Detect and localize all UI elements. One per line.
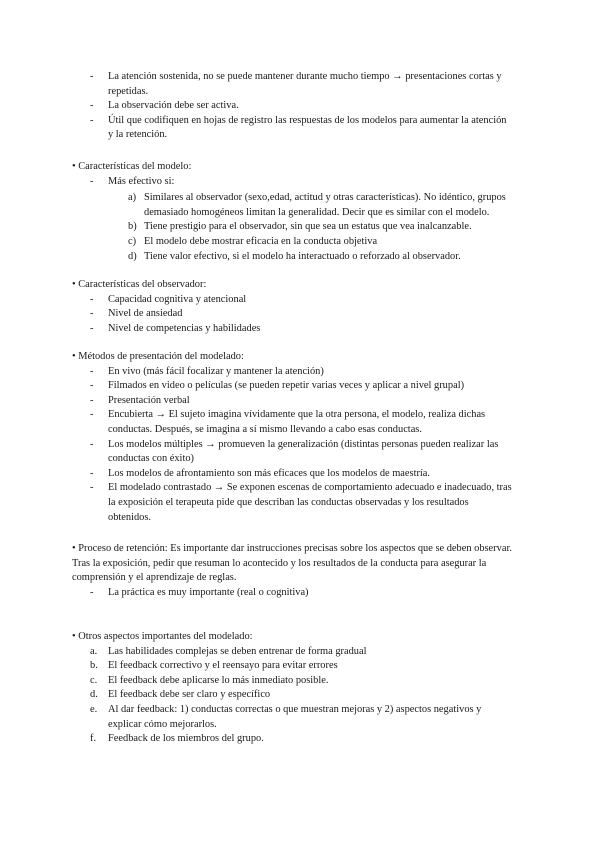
dash-marker: - xyxy=(90,71,94,82)
list-item xyxy=(72,70,512,99)
list-item: c. El feedback debe aplicarse lo más inmediato posible. xyxy=(90,674,329,686)
list-item xyxy=(72,175,512,190)
list-item: c) El modelo debe mostrar eficacia en la conducta objetiva xyxy=(128,235,378,247)
list-item: f. Feedback de los miembros del grupo. xyxy=(90,733,264,745)
dash-marker: - xyxy=(90,114,94,126)
list-item: - Encubierta → El sujeto imagina vívidamente que la otra persona, el modelo, realiza dichas conductas. Después, se imagina a sí mismo llevando a cabo esas conductas. xyxy=(90,409,486,435)
list-item-text: Más efectivo si: xyxy=(108,175,175,187)
list-item: - Presentación verbal xyxy=(90,394,190,406)
list-item-text: Útil que codifiquen en hojas de registro las respuestas de los modelos para aumentar la atención y la retención. xyxy=(108,114,507,141)
list-item: b) Tiene prestigio para el observador, sin que sea un estatus que vea inalcanzable. xyxy=(128,221,472,233)
observer-section xyxy=(72,278,512,336)
list-item-text: La atención sostenida, no se puede mantener durante mucho tiempo → presentaciones cortas y repetidas. xyxy=(108,71,502,97)
list-item: d. El feedback debe ser claro y específico xyxy=(90,689,271,701)
list-item: - La práctica es muy importante (real o cognitiva) xyxy=(90,586,309,598)
list-item xyxy=(72,114,512,143)
model-section xyxy=(72,160,512,264)
attention-list xyxy=(72,70,512,143)
list-item: - Capacidad cognitiva y atencional xyxy=(90,293,247,305)
list-item: - Los modelos de afrontamiento son más eficaces que los modelos de maestría. xyxy=(90,467,431,479)
section-heading: • Otros aspectos importantes del modelado: xyxy=(72,631,253,642)
list-item: a. Las habilidades complejas se deben entrenar de forma gradual xyxy=(90,645,367,657)
list-item: - Filmados en video o películas (se pueden repetir varias veces y aplicar a nivel grupal) xyxy=(90,380,465,392)
section-heading: • Métodos de presentación del modelado: xyxy=(72,351,244,362)
dash-marker: - xyxy=(90,175,94,187)
section-heading: • Características del modelo: xyxy=(72,161,192,172)
list-item: - Nivel de competencias y habilidades xyxy=(90,322,261,334)
dash-marker: - xyxy=(90,100,94,112)
list-item: - Nivel de ansiedad xyxy=(90,308,183,320)
list-item: d) Tiene valor efectivo, si el modelo ha interactuado o reforzado al observador. xyxy=(128,250,461,262)
list-item: - El modelado contrastado → Se exponen escenas de comportamiento adecuado e inadecuado, tras la exposición el terapeuta pide que describan las conductas observadas y los resultados obtenidos. xyxy=(90,482,512,523)
bullet-marker: • xyxy=(72,161,76,172)
methods-section xyxy=(72,350,512,525)
section-heading: • Proceso de retención: Es importante dar instrucciones precisas sobre los aspectos que se deben observar. Tras la exposición, pedir que resuman lo acontecido y los resultados de la conducta para asegurar la comprensión y el aprendizaje de reglas. xyxy=(72,543,512,584)
other-aspects-section xyxy=(72,630,512,747)
retention-section xyxy=(72,542,512,600)
list-item: a) Similares al observador (sexo,edad, actitud y otras características). No idéntico, grupos demasiado homogéneos limitan la generalidad. Decir que es similar con el modelo. xyxy=(128,192,506,218)
list-item: e. Al dar feedback: 1) conductas correctas o que muestran mejoras y 2) aspectos negativos y explicar cómo mejorarlos. xyxy=(90,703,482,730)
list-item: b. El feedback correctivo y el reensayo para evitar errores xyxy=(90,660,338,672)
list-item-text: La observación debe ser activa. xyxy=(108,100,239,112)
section-heading: • Características del observador: xyxy=(72,279,207,290)
list-item: - Los modelos múltiples → promueven la generalización (distintas personas pueden realizar las conductas con éxito) xyxy=(90,438,499,465)
list-item: - En vivo (más fácil focalizar y mantener la atención) xyxy=(90,365,324,377)
list-item xyxy=(72,99,512,114)
